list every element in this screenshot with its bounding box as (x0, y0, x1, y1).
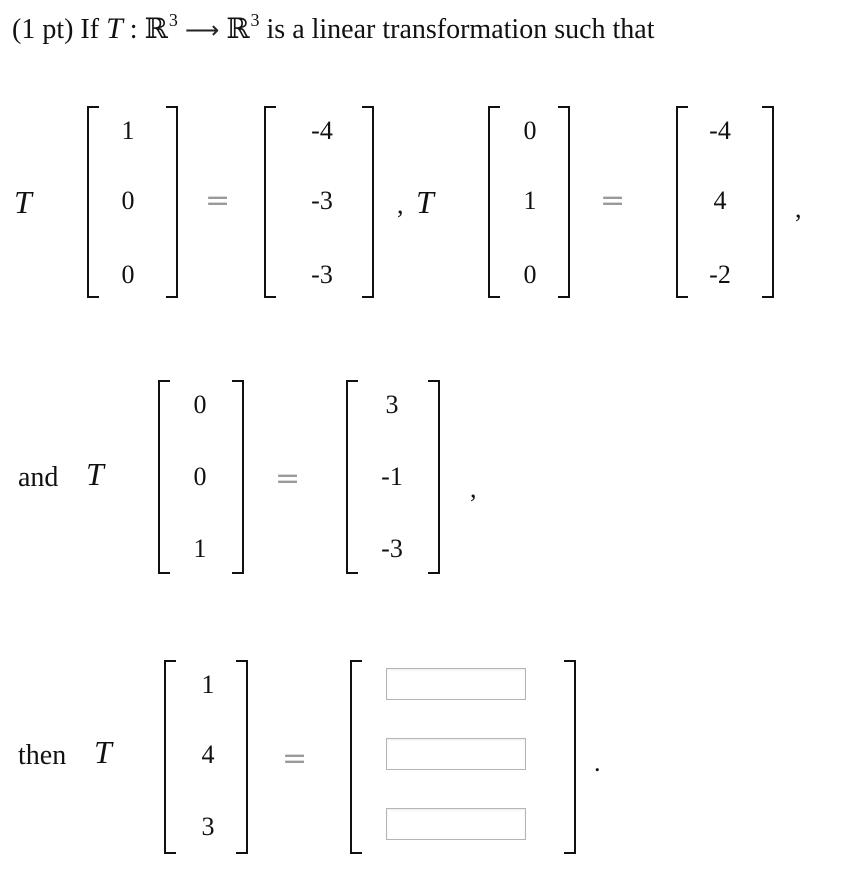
row2-label: and (18, 462, 59, 493)
vector-entry: 0 (121, 186, 135, 215)
vector-entry: 0 (193, 462, 207, 491)
equals-sign: = (282, 741, 308, 776)
vector-entry: 0 (523, 116, 537, 145)
codomain-symbol: ℝ (226, 12, 250, 45)
row1-T-label: T (14, 184, 32, 220)
period: . (594, 748, 601, 777)
vector-entry: 1 (523, 186, 537, 215)
points-label: (1 pt) If (12, 14, 100, 45)
answer-input-2[interactable] (386, 738, 526, 770)
vector-entry: -3 (381, 534, 403, 563)
bracket-right (362, 106, 374, 298)
statement-rest: is a linear transformation such that (266, 14, 655, 45)
vector-entry: -3 (311, 260, 333, 289)
equals-sign: = (205, 183, 231, 218)
domain-symbol: ℝ (144, 12, 168, 45)
bracket-right (564, 660, 576, 854)
comma: , (397, 190, 404, 219)
answer-input-1[interactable] (386, 668, 526, 700)
row3-T-label: T (94, 734, 112, 770)
vector-entry: 3 (385, 390, 399, 419)
transform-symbol: T (106, 12, 123, 45)
vector-entry: 1 (121, 116, 135, 145)
vector-entry: 4 (713, 186, 727, 215)
arrow-icon: ⟶ (184, 16, 220, 44)
comma: , (470, 474, 477, 503)
vector-entry: -4 (709, 116, 731, 145)
vector-entry: -3 (311, 186, 333, 215)
problem-statement (12, 10, 655, 45)
vector-entry: 0 (121, 260, 135, 289)
vector-entry: -1 (381, 462, 403, 491)
equals-sign: = (275, 461, 301, 496)
vector-entry: -4 (311, 116, 333, 145)
comma: , (795, 194, 802, 223)
vector-entry: 0 (193, 390, 207, 419)
colon: : (129, 14, 138, 45)
domain-exponent: 3 (168, 10, 178, 30)
row2-T-label: T (86, 456, 104, 492)
bracket-right (236, 660, 248, 854)
bracket-left (264, 106, 276, 298)
row3-label: then (18, 740, 67, 771)
row1-T2-label: T (416, 184, 434, 220)
equals-sign: = (600, 183, 626, 218)
bracket-right (428, 380, 440, 574)
vector-entry: 1 (193, 534, 207, 563)
codomain-exponent: 3 (250, 10, 260, 30)
vector-entry: 0 (523, 260, 537, 289)
answer-input-3[interactable] (386, 808, 526, 840)
bracket-right (232, 380, 244, 574)
vector-entry: -2 (709, 260, 731, 289)
vector-entry: 3 (201, 812, 215, 841)
bracket-right (762, 106, 774, 298)
bracket-right (558, 106, 570, 298)
bracket-left (350, 660, 362, 854)
vector-entry: 1 (201, 670, 215, 699)
vector-entry: 4 (201, 740, 215, 769)
bracket-right (166, 106, 178, 298)
